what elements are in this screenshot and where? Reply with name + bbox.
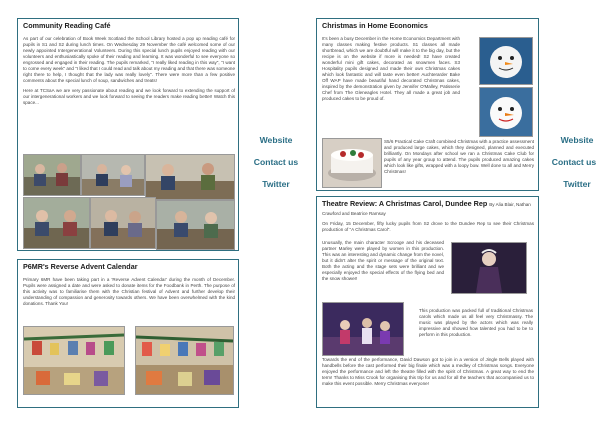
- cafe-photo-4: [23, 197, 90, 249]
- twitter-link-right[interactable]: Twitter: [563, 179, 591, 189]
- theatre-paragraph-4: Towards the end of the performance, David Dawson got to join in a version of Jingle Bells played with handbells before the cast performed their big finale which was a medley of Christmas songs. Everyone enjoyed the performance and left the theatre filled with the spirit of Christmas. A great way to end the term! Thanks to Miss Crook for organising this trip for us and for all the teachers that accompanied us to make this event possible. Merry Christmas everyone!: [322, 357, 534, 386]
- scrooge-photo: [451, 242, 527, 294]
- christmas-title: Christmas in Home Economics: [322, 21, 428, 30]
- cafe-photo-3: [145, 154, 235, 200]
- christmas-home-economics-panel: [316, 18, 539, 191]
- reverse-advent-calendar-panel: [17, 259, 239, 408]
- christmas-paragraph-2: S5/6 Practical Cake Craft combined Christmas with a practice assessment and produced large cakes, which they designed, planned and executed brilliantly. On Mondays after school we ran a Christmas Cake Club for pupils of any year group to attend. The pupils produced amazing cakes which look like gifts, wrapped with a loopy bow. Well done to all and Merry Christmas!: [384, 139, 534, 174]
- contact-us-link-left[interactable]: Contact us: [253, 157, 299, 167]
- website-link-left[interactable]: Website: [259, 135, 293, 145]
- cafe-title: Community Reading Café: [23, 21, 111, 30]
- advent-text: Primary 6MR have been taking part in a 'Reverse Advent Calendar' during the month of December. Pupils were assigned a date and were asked to donate items for the Foodbank in Perth. The purpose of this activity was to familiarise them with the Christian festival of Advent and further develop their understanding of compassion and generosity towards others. We have been overwhelmed with the kind donations. Thank You!: [23, 277, 235, 306]
- cafe-photo-2: [81, 154, 145, 196]
- website-link-right[interactable]: Website: [560, 135, 594, 145]
- advent-photo-1: [23, 326, 125, 395]
- christmas-paragraph-1: It's been a busy December in the Home Economics Department with many classes making festive products. S1 classes all made shortbread, which we are doubtful will make it to the big day, but the recipe is on the website if more is needed! S2 have created wonderful mini gift cakes, decorated as snowmen faces. S3 Hospitality pupils designed and made their own Christmas cakes which look fantastic and will taste even better! Auchterarder Bake Off WAP have made beautiful hand decorated Christmas cakes, inspired by the demonstration given by Jennifer O'Malley, Patisserie Chef from The Gleneagles Hotel. They all made a great job and produced cakes to be proud of.: [322, 36, 460, 101]
- theatre-paragraph-3: This production was packed full of traditional Christmas carols which made us all feel very Christmassy. The music was played by the actors which was really impressive and showed how talented you had to be to perform in this production.: [419, 308, 533, 337]
- contact-us-link-right[interactable]: Contact us: [551, 157, 597, 167]
- snowman-cake-photo-2: [479, 87, 533, 137]
- cafe-photo-6: [156, 200, 235, 250]
- cafe-paragraph-2: Here at TCSaA we are very passionate about reading and we look forward to extending the support of our intergenerational workers and we look forward to seeing the readers make reading better! Watch this space...: [23, 88, 235, 105]
- advent-photo-2: [135, 326, 234, 395]
- advent-title: P6MR's Reverse Advent Calendar: [23, 262, 138, 271]
- theatre-review-panel: [316, 196, 539, 408]
- christmas-cake-photo: [322, 138, 382, 188]
- cafe-photo-1: [23, 154, 81, 196]
- community-reading-cafe-panel: [17, 18, 239, 251]
- stage-production-photo: [322, 302, 404, 356]
- theatre-byline: By Alia Blair, Nathan Crawford and Beatrice Ramsay: [322, 202, 531, 216]
- theatre-title: [322, 200, 536, 217]
- theatre-paragraph-2: Unusually, the main character Scrooge and his deceased partner Marley were played by women in this production. This was an interesting and dynamic change from the novel, but it didn't alter the spirit or message of the original text. Both the acting and the stage sets were brilliant and we especially enjoyed the special effects of the flying bed and the snow shower!: [322, 240, 444, 281]
- twitter-link-left[interactable]: Twitter: [262, 179, 290, 189]
- theatre-paragraph-1: On Friday, 15 December, fifty lucky pupils from S2 drove to the Dundee Rep to see their Christmas production of "A Christmas Carol".: [322, 221, 534, 232]
- cafe-paragraph-1: As part of our celebration of Book Week Scotland the School Library hosted a pop up reading café for pupils in S1 and S2 during lunch times. On Wednesday 29 November the café welcomed some of our newly appointed Intergenerational Volunteers. During this special lunch pupils enjoyed reading with our volunteers and enthusiastically spoke of their reading and learning. It was wonderful to see everyone so engrossed and engaged in their reading. The pupils remarked, "I really liked reading in this way", "I want to come every week" and "I liked that I could read and talk about my reading and that there was someone right there to help, I thought that the lady was really lovely". There were more than a few positive comments about the special lunch of soup, sandwiches and treats!: [23, 36, 235, 83]
- cafe-photo-5: [90, 197, 156, 249]
- theatre-title-text: Theatre Review: A Christmas Carol, Dundee Rep: [322, 199, 488, 208]
- snowman-cake-photo-1: [479, 37, 533, 85]
